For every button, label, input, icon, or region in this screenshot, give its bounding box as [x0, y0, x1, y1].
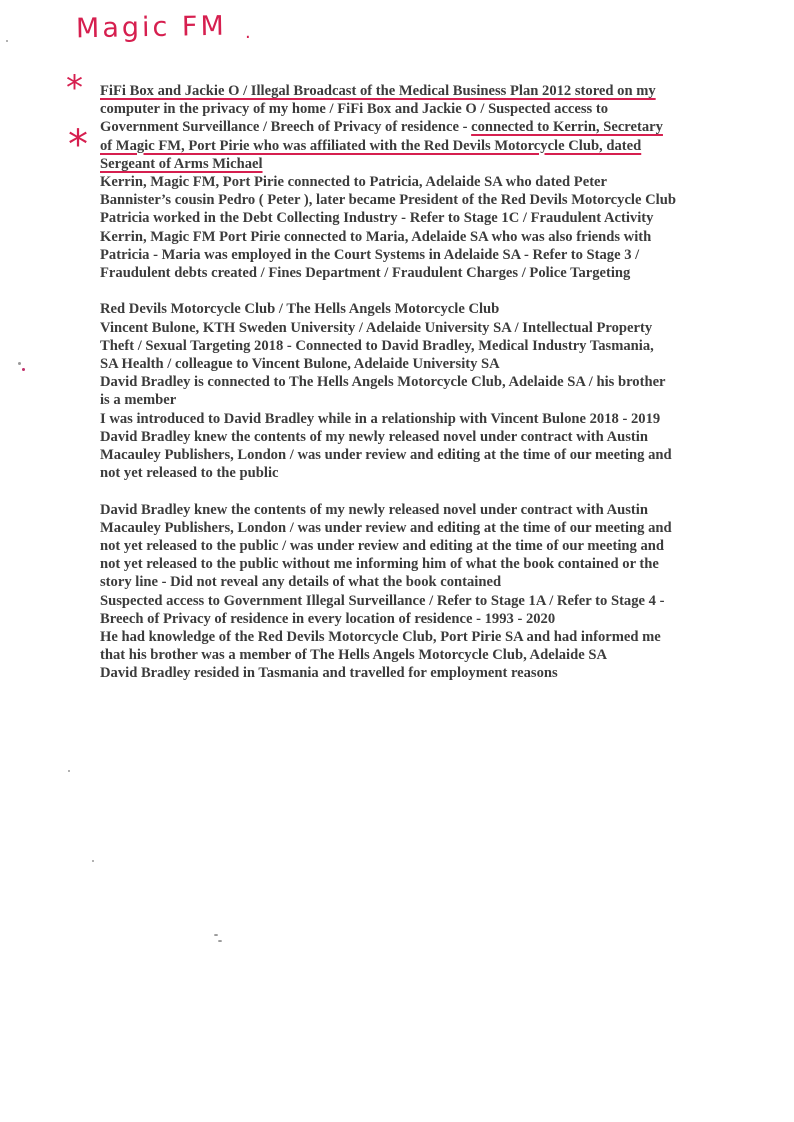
text-line: Patricia - Maria was employed in the Court Systems in Adelaide SA - Refer to Stage 3 /: [100, 246, 640, 263]
text-line: He had knowledge of the Red Devils Motorcycle Club, Port Pirie SA and had informed me: [100, 629, 661, 646]
text-line: SA Health / colleague to Vincent Bulone, Adelaide University SA: [100, 356, 500, 373]
scan-speck: [18, 362, 21, 365]
text-line: not yet released to the public: [100, 465, 279, 482]
text-line: Theft / Sexual Targeting 2018 - Connected to David Bradley, Medical Industry Tasmania,: [100, 337, 654, 354]
text-line: Bannister’s cousin Pedro ( Peter ), later became President of the Red Devils Motorcycle Club: [100, 192, 676, 209]
text-line: computer in the privacy of my home / FiFi Box and Jackie O / Suspected access to: [100, 101, 609, 118]
text-line: Kerrin, Magic FM, Port Pirie connected to Patricia, Adelaide SA who dated Peter: [100, 174, 608, 191]
text-line: Patricia worked in the Debt Collecting Industry - Refer to Stage 1C / Fraudulent Activity: [100, 210, 654, 227]
text-line: Suspected access to Government Illegal Surveillance / Refer to Stage 1A / Refer to Stage 4 -: [100, 592, 665, 609]
text-line: of Magic FM, Port Pirie who was affiliated with the Red Devils Motorcycle Club, dated: [100, 137, 642, 154]
text-line: is a member: [100, 392, 177, 409]
text-line: Macauley Publishers, London / was under review and editing at the time of our meeting and: [100, 519, 672, 536]
handwritten-dot: .: [245, 22, 251, 43]
text-line: that his brother was a member of The Hells Angels Motorcycle Club, Adelaide SA: [100, 647, 607, 664]
star-marker-2: *: [68, 122, 88, 168]
text-line: David Bradley knew the contents of my newly released novel under contract with Austin: [100, 501, 648, 518]
text-line: David Bradley resided in Tasmania and travelled for employment reasons: [100, 665, 558, 682]
text-line: David Bradley knew the contents of my newly released novel under contract with Austin: [100, 428, 648, 445]
text-line: Macauley Publishers, London / was under review and editing at the time of our meeting and: [100, 447, 672, 464]
scan-speck: [22, 368, 25, 371]
paragraph-gap: [100, 282, 750, 300]
scan-speck: [6, 40, 8, 42]
document-body: [100, 82, 750, 683]
text-line: Vincent Bulone, KTH Sweden University / Adelaide University SA / Intellectual Property: [100, 319, 653, 336]
underlined-segment: connected to Kerrin, Secretary: [471, 119, 663, 136]
text-line: [100, 118, 750, 136]
text-line: Fraudulent debts created / Fines Department / Fraudulent Charges / Police Targeting: [100, 265, 631, 282]
text-line: I was introduced to David Bradley while in a relationship with Vincent Bulone 2018 - 2019: [100, 410, 661, 427]
scan-speck: [68, 770, 70, 772]
text-line: Red Devils Motorcycle Club / The Hells Angels Motorcycle Club: [100, 301, 500, 318]
text-line: story line - Did not reveal any details of what the book contained: [100, 574, 502, 591]
star-marker-1: *: [66, 68, 83, 108]
text-segment: Government Surveillance / Breech of Privacy of residence -: [100, 119, 472, 136]
text-line: Kerrin, Magic FM Port Pirie connected to Maria, Adelaide SA who was also friends with: [100, 228, 652, 245]
text-line: Breech of Privacy of residence in every location of residence - 1993 - 2020: [100, 610, 556, 627]
text-line: not yet released to the public without me informing him of what the book contained or the: [100, 556, 659, 573]
paragraph-gap: [100, 482, 750, 500]
scan-speck: [92, 860, 94, 862]
text-line: Sergeant of Arms Michael: [100, 155, 263, 172]
handwritten-title: Magic FM: [75, 10, 227, 45]
text-line: David Bradley is connected to The Hells Angels Motorcycle Club, Adelaide SA / his brother: [100, 374, 666, 391]
text-line: FiFi Box and Jackie O / Illegal Broadcast of the Medical Business Plan 2012 stored on my: [100, 83, 656, 99]
scan-speck: [218, 940, 222, 942]
text-line: not yet released to the public / was under review and editing at the time of our meeting and: [100, 538, 665, 555]
scan-speck: [214, 934, 218, 936]
